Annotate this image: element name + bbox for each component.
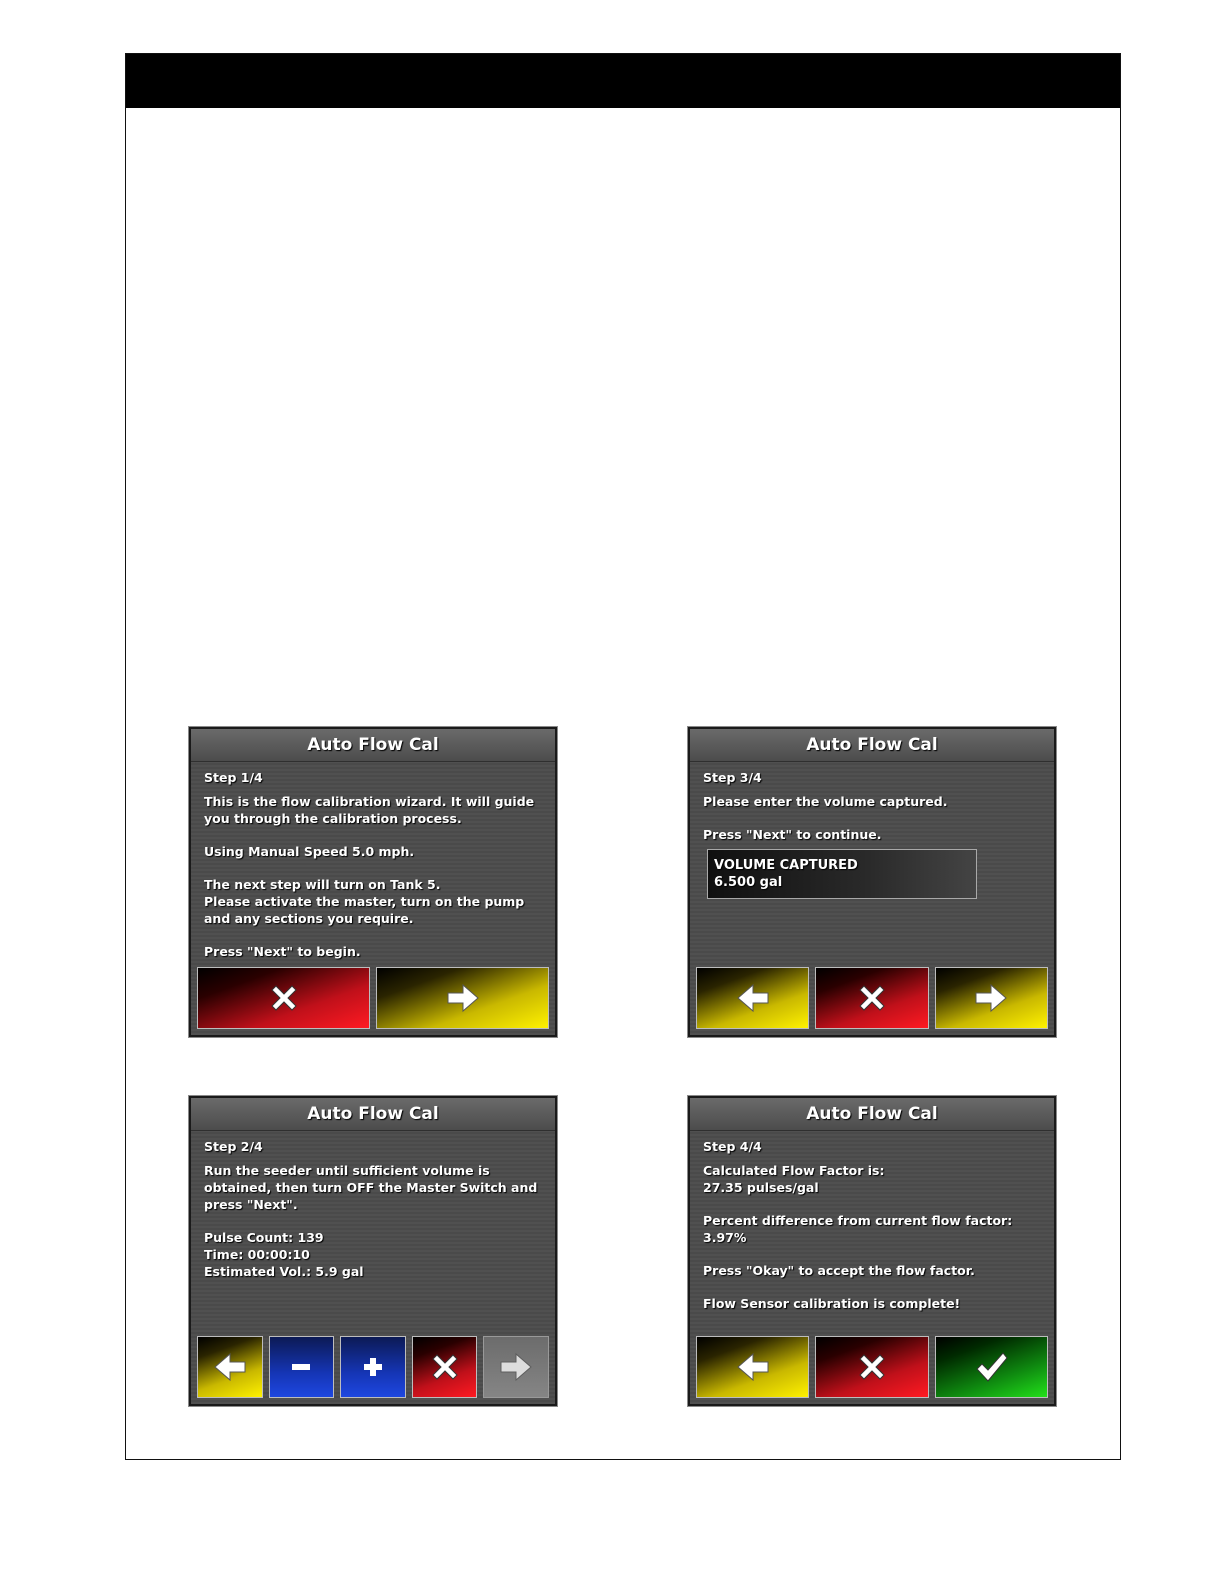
next-step-text: The next step will turn on Tank 5. Please activate the master, turn on the pump and any sections you require.	[204, 877, 525, 926]
speed-text: Using Manual Speed 5.0 mph.	[204, 844, 415, 859]
increase-button[interactable]	[340, 1336, 406, 1398]
percent-difference-value: 3.97%	[703, 1230, 747, 1245]
auto-flow-cal-step4-dialog	[688, 1096, 1056, 1406]
press-next-text: Press "Next" to begin.	[204, 944, 361, 959]
arrow-left-icon	[733, 1347, 773, 1387]
calibration-complete-text: Flow Sensor calibration is complete!	[703, 1296, 961, 1311]
estimated-volume-text: Estimated Vol.: 5.9 gal	[204, 1264, 364, 1279]
dialog-title: Auto Flow Cal	[191, 1098, 555, 1131]
cancel-button[interactable]	[815, 967, 928, 1029]
cancel-button[interactable]	[197, 967, 370, 1029]
page-header-bar	[126, 54, 1120, 108]
instruction-text: Please enter the volume captured.	[703, 794, 948, 809]
volume-captured-field[interactable]	[707, 849, 977, 899]
button-row	[696, 967, 1048, 1029]
dialog-title: Auto Flow Cal	[191, 729, 555, 762]
arrow-left-icon	[210, 1347, 250, 1387]
arrow-left-icon	[733, 978, 773, 1018]
auto-flow-cal-step2-dialog	[189, 1096, 557, 1406]
button-row	[197, 1336, 549, 1398]
cancel-button[interactable]	[815, 1336, 928, 1398]
x-icon	[264, 978, 304, 1018]
percent-difference-label: Percent difference from current flow factor:	[703, 1213, 1013, 1228]
dialog-title: Auto Flow Cal	[690, 729, 1054, 762]
back-button[interactable]	[696, 1336, 809, 1398]
step-indicator: Step 2/4	[204, 1139, 263, 1154]
press-next-text: Press "Next" to continue.	[703, 827, 882, 842]
back-button[interactable]	[696, 967, 809, 1029]
dialog-body	[703, 1138, 1042, 1312]
cancel-button[interactable]	[412, 1336, 478, 1398]
dialog-body	[204, 769, 543, 960]
minus-icon	[281, 1347, 321, 1387]
decrease-button[interactable]	[269, 1336, 335, 1398]
arrow-right-icon	[496, 1347, 536, 1387]
step-indicator: Step 1/4	[204, 770, 263, 785]
next-button-disabled[interactable]	[483, 1336, 549, 1398]
arrow-right-icon	[443, 978, 483, 1018]
checkmark-icon	[971, 1347, 1011, 1387]
intro-text: This is the flow calibration wizard. It will guide you through the calibration process.	[204, 794, 535, 826]
button-row	[197, 967, 549, 1029]
press-okay-text: Press "Okay" to accept the flow factor.	[703, 1263, 975, 1278]
auto-flow-cal-step3-dialog	[688, 727, 1056, 1037]
auto-flow-cal-step1-dialog	[189, 727, 557, 1037]
arrow-right-icon	[971, 978, 1011, 1018]
volume-captured-value: 6.500 gal	[714, 875, 783, 890]
volume-captured-label: VOLUME CAPTURED	[714, 858, 858, 873]
flow-factor-value: 27.35 pulses/gal	[703, 1180, 819, 1195]
back-button[interactable]	[197, 1336, 263, 1398]
pulse-count-text: Pulse Count: 139	[204, 1230, 324, 1245]
step-indicator: Step 4/4	[703, 1139, 762, 1154]
dialog-title: Auto Flow Cal	[690, 1098, 1054, 1131]
accept-button[interactable]	[935, 1336, 1048, 1398]
step-indicator: Step 3/4	[703, 770, 762, 785]
next-button[interactable]	[935, 967, 1048, 1029]
x-icon	[425, 1347, 465, 1387]
dialog-body	[204, 1138, 543, 1280]
dialog-body	[703, 769, 1042, 899]
flow-factor-label: Calculated Flow Factor is:	[703, 1163, 885, 1178]
next-button[interactable]	[376, 967, 549, 1029]
instruction-text: Run the seeder until sufficient volume is obtained, then turn OFF the Master Switch and press "Next".	[204, 1163, 538, 1212]
plus-icon	[353, 1347, 393, 1387]
x-icon	[852, 978, 892, 1018]
x-icon	[852, 1347, 892, 1387]
button-row	[696, 1336, 1048, 1398]
time-text: Time: 00:00:10	[204, 1247, 310, 1262]
